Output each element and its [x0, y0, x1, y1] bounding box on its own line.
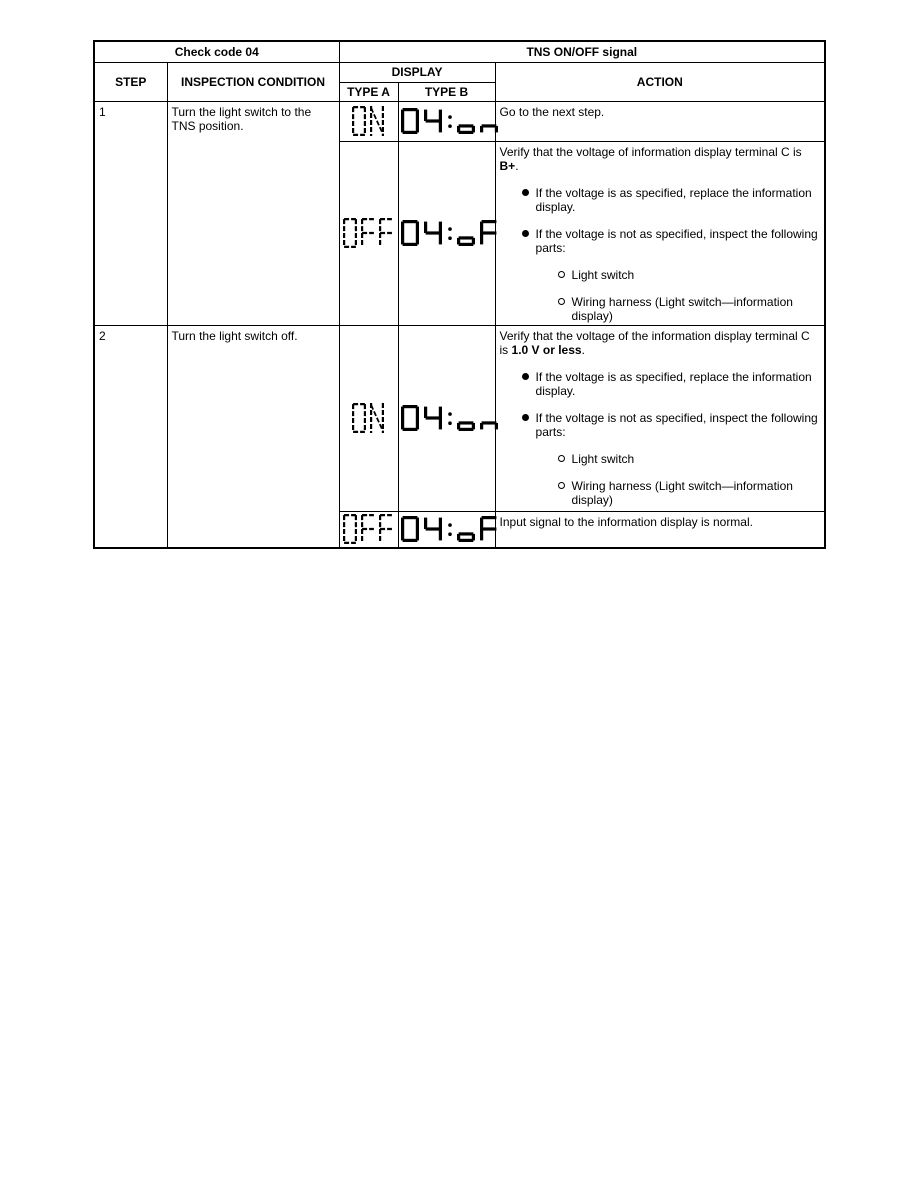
voltage-spec: B+: [499, 158, 516, 173]
type-a-display: [339, 325, 398, 511]
bullet-ring-icon: [558, 455, 565, 462]
display-header: DISPLAY: [339, 62, 495, 82]
table-row: [94, 101, 825, 141]
segment-display-04-of: [399, 218, 503, 248]
bullet-item: If the voltage is not as specified, inspect the following parts: Light switch Wiring harness (Light switch—information display): [500, 227, 821, 323]
type-b-display: [398, 511, 495, 548]
bullet-list: [500, 370, 821, 507]
segment-display-04-on: [399, 106, 503, 136]
action-text: Input signal to the information display is normal.: [495, 511, 825, 548]
bullet-dot-icon: [522, 373, 529, 380]
bullet-item: If the voltage is as specified, replace the information display.: [500, 370, 821, 398]
action-cell: [495, 141, 825, 325]
bullet-dot-icon: [522, 230, 529, 237]
bullet-ring-icon: [558, 482, 565, 489]
check-code-header: Check code 04: [94, 41, 339, 62]
type-b-header: TYPE B: [398, 82, 495, 101]
table-row: [94, 325, 825, 511]
step-number: 1: [94, 101, 167, 325]
bullet-dot-icon: [522, 189, 529, 196]
bullet-list: [500, 186, 821, 323]
sub-item: Light switch: [536, 452, 821, 466]
action-cell: [495, 325, 825, 511]
bullet-item: If the voltage is not as specified, inspect the following parts: Light switch Wiring harness (Light switch—information display): [500, 411, 821, 507]
inspection-condition-header: INSPECTION CONDITION: [167, 62, 339, 101]
sub-item: Wiring harness (Light switch—information display): [536, 295, 821, 323]
type-b-display: [398, 141, 495, 325]
signal-header: TNS ON/OFF signal: [339, 41, 825, 62]
type-a-display: [339, 511, 398, 548]
bullet-dot-icon: [522, 414, 529, 421]
segment-display-off: [341, 216, 397, 250]
step-number: 2: [94, 325, 167, 548]
inspection-condition: Turn the light switch off.: [167, 325, 339, 548]
type-a-display: [339, 101, 398, 141]
sub-list: [536, 452, 821, 507]
action-header: ACTION: [495, 62, 825, 101]
bullet-item: If the voltage is as specified, replace the information display.: [500, 186, 821, 214]
inspection-table: [93, 40, 826, 549]
sub-item: Wiring harness (Light switch—information display): [536, 479, 821, 507]
type-b-display: [398, 101, 495, 141]
type-a-header: TYPE A: [339, 82, 398, 101]
segment-display-off: [341, 512, 397, 546]
action-lead: Verify that the voltage of information display terminal C is B+.: [499, 144, 802, 173]
inspection-condition: Turn the light switch to the TNS position.: [167, 101, 339, 325]
voltage-spec: 1.0 V or less: [511, 342, 582, 357]
segment-display-04-on: [399, 403, 503, 433]
segment-display-04-of: [399, 514, 503, 544]
segment-display-on: [350, 104, 388, 138]
action-text: Go to the next step.: [495, 101, 825, 141]
type-b-display: [398, 325, 495, 511]
bullet-ring-icon: [558, 271, 565, 278]
sub-list: [536, 268, 821, 323]
segment-display-on: [350, 401, 388, 435]
sub-item: Light switch: [536, 268, 821, 282]
type-a-display: [339, 141, 398, 325]
action-lead: Verify that the voltage of the information display terminal C is 1.0 V or less.: [499, 328, 810, 357]
step-header: STEP: [94, 62, 167, 101]
bullet-ring-icon: [558, 298, 565, 305]
